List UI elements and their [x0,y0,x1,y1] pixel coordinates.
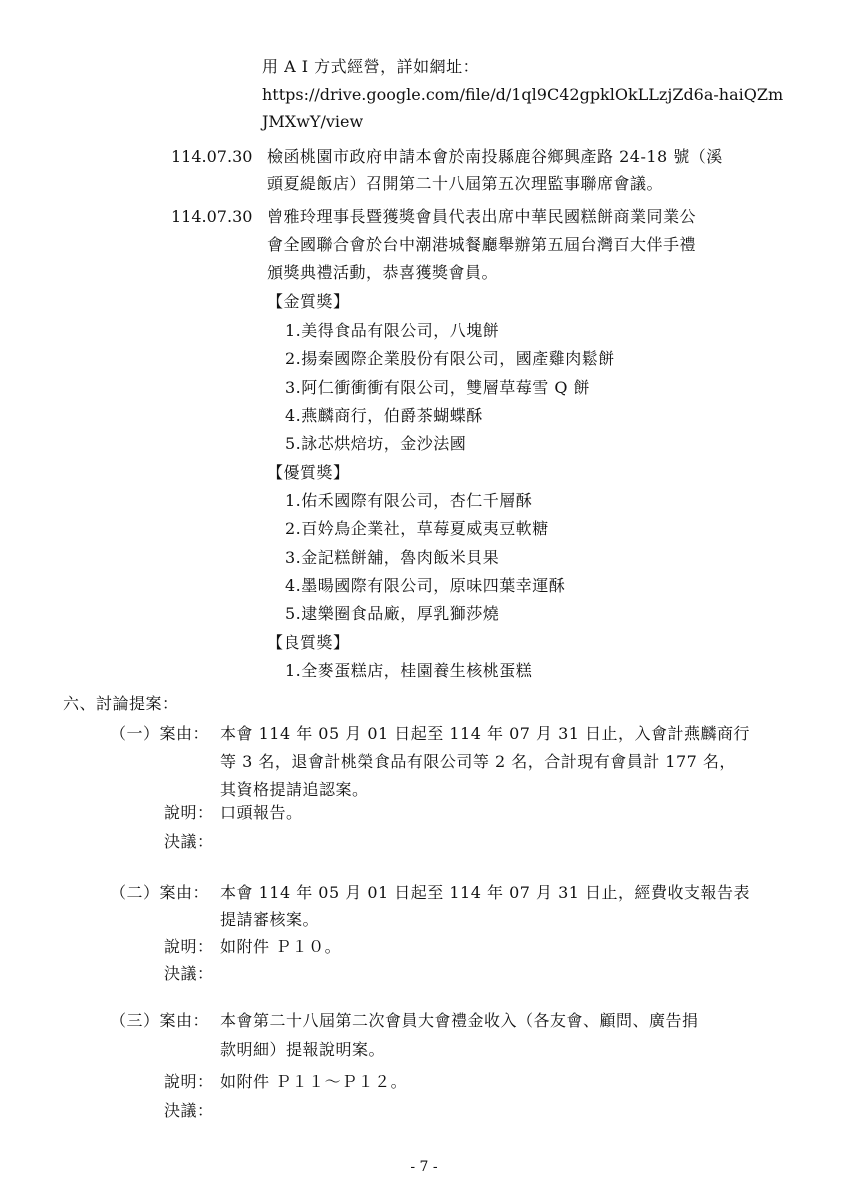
continuation-text: 用 A I 方式經營，詳如網址： [262,57,480,76]
proposal-text: 等 3 名，退會計桃榮食品有限公司等 2 名，合計現有會員計 177 名， [220,752,736,771]
record-text: 頭夏緹飯店）召開第二十八屆第五次理監事聯席會議。 [267,174,664,193]
proposal-text: 本會 114 年 05 月 01 日起至 114 年 07 月 31 日止，經費收支報告表 [220,883,751,902]
award-item: 4.燕麟商行，伯爵茶蝴蝶酥 [285,406,483,425]
award-heading-excellent: 【優質獎】 [267,463,350,482]
explain-label: 說明： [164,1072,214,1091]
resolution-label: 決議： [164,1101,214,1120]
section-heading: 六、討論提案： [63,694,179,713]
award-heading-gold: 【金質獎】 [267,292,350,311]
explain-text: 如附件 Ｐ１０。 [220,937,342,956]
explain-text: 如附件 Ｐ１１～Ｐ１２。 [220,1072,408,1091]
record-text: 會全國聯合會於台中潮港城餐廳舉辦第五屆台灣百大伴手禮 [267,235,697,254]
record-date: 114.07.30 [171,207,253,226]
record-text: 頒獎典禮活動，恭喜獲獎會員。 [267,263,499,282]
award-item: 2.百妗鳥企業社，草莓夏威夷豆軟糖 [285,519,549,538]
proposal-text: 其資格提請追認案。 [220,780,369,799]
award-item: 3.金記糕餅舖，魯肉飯米貝果 [285,548,500,567]
proposal-text: 本會第二十八屆第二次會員大會禮金收入（各友會、顧問、廣告捐 [220,1011,699,1030]
resolution-label: 決議： [164,832,214,851]
award-item: 3.阿仁衝衝衝有限公司，雙層草莓雪 Q 餅 [285,378,591,397]
award-item: 5.詠芯烘焙坊，金沙法國 [285,434,467,453]
proposal-label: （三）案由： [110,1011,210,1030]
award-item: 1.佑禾國際有限公司，杏仁千層酥 [285,491,533,510]
award-item: 2.揚秦國際企業股份有限公司，國產雞肉鬆餅 [285,349,615,368]
url-link-part2[interactable]: JMXwY/view [262,112,364,131]
record-text: 曾雅玲理事長暨獲獎會員代表出席中華民國糕餅商業同業公 [267,207,697,226]
award-heading-good: 【良質獎】 [267,633,350,652]
award-item: 1.全麥蛋糕店，桂園養生核桃蛋糕 [285,661,533,680]
resolution-label: 決議： [164,964,214,983]
award-item: 4.墨暘國際有限公司，原味四葉幸運酥 [285,576,566,595]
proposal-text: 提請審核案。 [220,910,320,929]
explain-label: 說明： [164,803,214,822]
proposal-text: 本會 114 年 05 月 01 日起至 114 年 07 月 31 日止，入會計燕麟商行 [220,724,751,743]
record-date: 114.07.30 [171,147,253,166]
url-link-part1[interactable]: https://drive.google.com/file/d/1ql9C42gpklOkLLzjZd6a-haiQZm [262,85,784,104]
proposal-label: （二）案由： [110,883,210,902]
proposal-text: 款明細）提報說明案。 [220,1040,386,1059]
explain-label: 說明： [164,937,214,956]
explain-text: 口頭報告。 [220,803,303,822]
record-text: 檢函桃園市政府申請本會於南投縣鹿谷鄉興產路 24-18 號（溪 [267,147,723,166]
award-item: 1.美得食品有限公司，八塊餅 [285,321,500,340]
page-number: - 7 - [410,1159,438,1175]
proposal-label: （一）案由： [110,724,210,743]
award-item: 5.逮樂圈食品廠，厚乳獅莎燒 [285,604,500,623]
